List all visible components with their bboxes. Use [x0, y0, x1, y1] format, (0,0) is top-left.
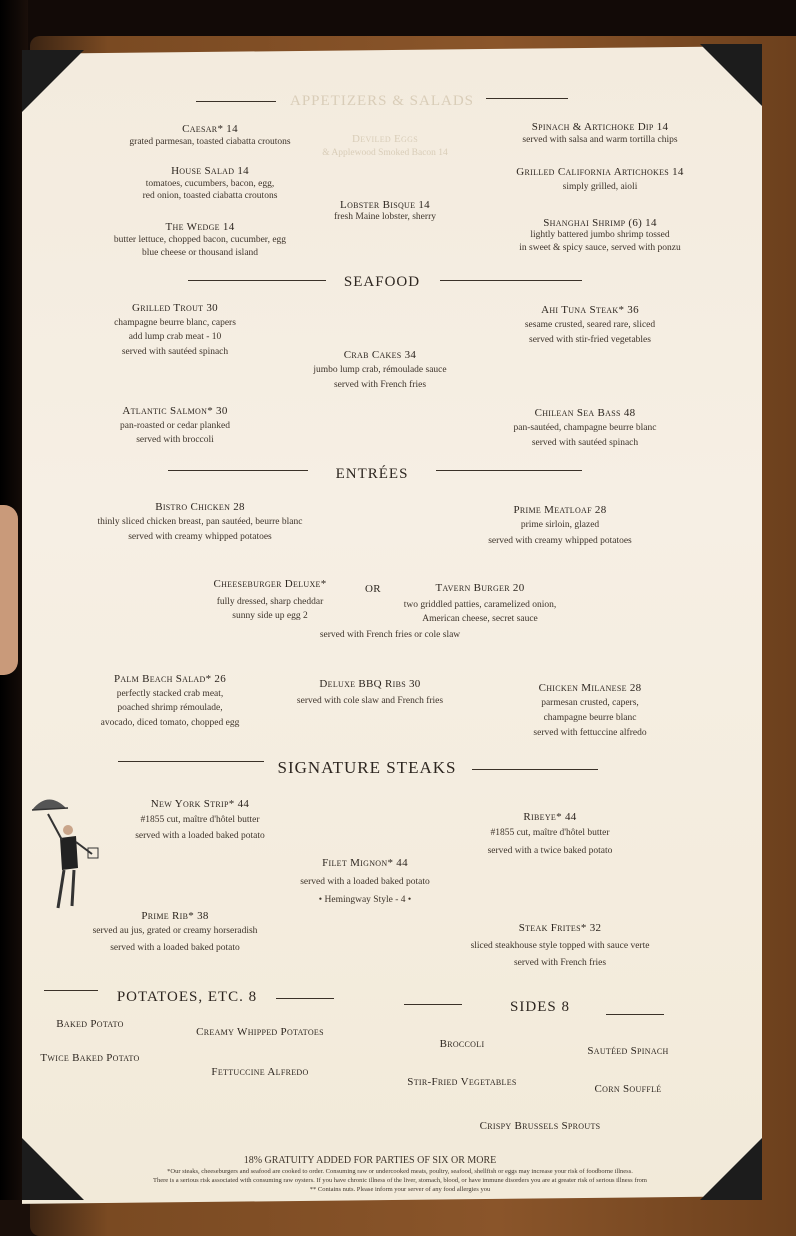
corner-protector-top-right [700, 44, 762, 106]
or-label: OR [365, 583, 381, 595]
item-desc: #1855 cut, maître d'hôtel butter [140, 815, 260, 825]
fine-print: ** Contains nuts. Please inform your server of any food allergies you [309, 1186, 491, 1193]
item-desc: served with salsa and warm tortilla chips [522, 135, 678, 145]
side-item: Fettuccine Alfredo [211, 1066, 309, 1078]
item-desc: thinly sliced chicken breast, pan sautéed, beurre blanc [97, 517, 303, 527]
item-name: Deluxe BBQ Ribs 30 [319, 678, 421, 690]
item-desc: served with sautéed spinach [121, 347, 229, 357]
item-name: Ahi Tuna Steak* 36 [541, 304, 639, 316]
item-name: Deviled Eggs [352, 133, 418, 145]
item-name: Bistro Chicken 28 [155, 501, 245, 513]
item-desc: butter lettuce, chopped bacon, cucumber, egg [113, 235, 287, 245]
item-name: Caesar* 14 [182, 123, 238, 135]
item-desc: poached shrimp rémoulade, [117, 703, 223, 713]
rule [276, 998, 334, 999]
item-desc: served with creamy whipped potatoes [128, 532, 272, 542]
section-title-steaks: SIGNATURE STEAKS [277, 758, 457, 777]
item-desc: blue cheese or thousand island [141, 248, 259, 258]
item-name: Grilled Trout 30 [132, 302, 218, 314]
item-name: Prime Meatloaf 28 [513, 504, 607, 516]
item-desc: perfectly stacked crab meat, [116, 689, 224, 699]
rule [168, 470, 308, 471]
side-item: Stir-Fried Vegetables [407, 1076, 517, 1088]
rule [486, 98, 568, 99]
item-name: Prime Rib* 38 [141, 910, 209, 922]
item-desc: two griddled patties, caramelized onion, [403, 600, 557, 610]
item-desc: add lump crab meat - 10 [128, 332, 222, 342]
item-desc: parmesan crusted, capers, [541, 698, 639, 708]
rule [440, 280, 582, 281]
item-desc: pan-roasted or cedar planked [120, 421, 230, 431]
section-title-entrees: ENTRÉES [335, 466, 409, 482]
item-desc: & Applewood Smoked Bacon 14 [322, 148, 448, 158]
item-desc: • Hemingway Style - 4 • [318, 895, 412, 905]
fine-print: There is a serious risk associated with consuming raw oysters. If you have chronic illness of the liver, stomach, blood, or have immune disorders you are at greater risk of serious illness from [153, 1177, 647, 1184]
item-desc: jumbo lump crab, rémoulade sauce [313, 365, 447, 375]
rule [196, 101, 276, 102]
item-desc: served with a loaded baked potato [110, 943, 240, 953]
item-desc: #1855 cut, maître d'hôtel butter [490, 828, 610, 838]
item-name: Crab Cakes 34 [343, 349, 417, 361]
item-name: Palm Beach Salad* 26 [113, 673, 227, 685]
section-title-seafood: SEAFOOD [343, 274, 421, 290]
item-desc: fresh Maine lobster, sherry [334, 212, 436, 222]
item-name: Ribeye* 44 [523, 811, 577, 823]
section-title-sides: SIDES 8 [510, 999, 570, 1015]
rule [44, 990, 98, 991]
side-item: Corn Soufflé [594, 1083, 662, 1095]
item-desc: served with French fries [513, 958, 607, 968]
side-item: Sautéed Spinach [587, 1045, 669, 1057]
section-title-appetizers: APPETIZERS & SALADS [290, 93, 475, 109]
side-item: Crispy Brussels Sprouts [479, 1120, 601, 1132]
rule [188, 280, 326, 281]
rule [472, 769, 598, 770]
item-desc: fully dressed, sharp cheddar [216, 597, 324, 607]
rule [606, 1014, 664, 1015]
item-desc: sunny side up egg 2 [232, 611, 308, 621]
item-name: House Salad 14 [171, 165, 249, 177]
item-desc: served with fettuccine alfredo [533, 728, 647, 738]
item-desc: American cheese, secret sauce [422, 614, 538, 624]
item-desc: grated parmesan, toasted ciabatta croutons [129, 137, 291, 147]
item-desc: sliced steakhouse style topped with sauce verte [470, 941, 650, 951]
item-desc: served with a loaded baked potato [135, 831, 265, 841]
item-name: Steak Frites* 32 [518, 922, 602, 934]
item-name: Shanghai Shrimp (6) 14 [543, 217, 657, 229]
side-item: Baked Potato [56, 1018, 124, 1030]
item-desc: avocado, diced tomato, chopped egg [100, 718, 240, 728]
side-item: Twice Baked Potato [40, 1052, 140, 1064]
item-desc: served with broccoli [136, 435, 214, 445]
item-name: Chilean Sea Bass 48 [534, 407, 636, 419]
item-desc: served with sautéed spinach [531, 438, 639, 448]
item-desc: sesame crusted, seared rare, sliced [524, 320, 656, 330]
rule [436, 470, 582, 471]
waiter-illustration [28, 790, 108, 920]
rule [118, 761, 264, 762]
item-desc: in sweet & spicy sauce, served with ponzu [519, 243, 681, 253]
section-title-potatoes: POTATOES, ETC. 8 [116, 989, 258, 1005]
item-desc: prime sirloin, glazed [520, 520, 600, 530]
holding-hand [0, 505, 18, 675]
item-desc: served with cole slaw and French fries [296, 696, 444, 706]
item-desc: tomatoes, cucumbers, bacon, egg, [145, 179, 275, 189]
item-desc: pan-sautéed, champagne beurre blanc [513, 423, 657, 433]
gratuity-note: 18% GRATUITY ADDED FOR PARTIES OF SIX OR MORE [243, 1155, 497, 1166]
item-name: Tavern Burger 20 [435, 582, 525, 594]
burger-side-note: served with French fries or cole slaw [319, 630, 461, 640]
item-name: New York Strip* 44 [150, 798, 250, 810]
item-name: Grilled California Artichokes 14 [516, 166, 684, 178]
item-desc: served with stir-fried vegetables [529, 335, 651, 345]
item-name: The Wedge 14 [165, 221, 235, 233]
item-name: Cheeseburger Deluxe* [213, 578, 327, 590]
side-item: Creamy Whipped Potatoes [196, 1026, 324, 1038]
corner-protector-top-left [22, 50, 84, 112]
fine-print: *Our steaks, cheeseburgers and seafood are cooked to order. Consuming raw or undercooked meats, poultry, seafood, shellfish or eggs may increase your risk of foodborne illness. [167, 1168, 633, 1175]
item-desc: lightly battered jumbo shrimp tossed [530, 230, 670, 240]
item-desc: served au jus, grated or creamy horseradish [92, 926, 258, 936]
side-item: Broccoli [439, 1038, 485, 1050]
item-name: Lobster Bisque 14 [340, 199, 430, 211]
item-desc: served with a twice baked potato [487, 846, 613, 856]
item-desc: served with French fries [333, 380, 427, 390]
item-name: Spinach & Artichoke Dip 14 [531, 121, 669, 133]
rule [404, 1004, 462, 1005]
item-desc: served with creamy whipped potatoes [488, 536, 632, 546]
item-desc: champagne beurre blanc [543, 713, 637, 723]
item-desc: simply grilled, aioli [562, 182, 638, 192]
item-name: Atlantic Salmon* 30 [122, 405, 228, 417]
item-desc: champagne beurre blanc, capers [114, 318, 236, 328]
item-desc: red onion, toasted ciabatta croutons [142, 191, 278, 201]
item-desc: served with a loaded baked potato [300, 877, 430, 887]
item-name: Chicken Milanese 28 [538, 682, 642, 694]
item-name: Filet Mignon* 44 [322, 857, 408, 869]
